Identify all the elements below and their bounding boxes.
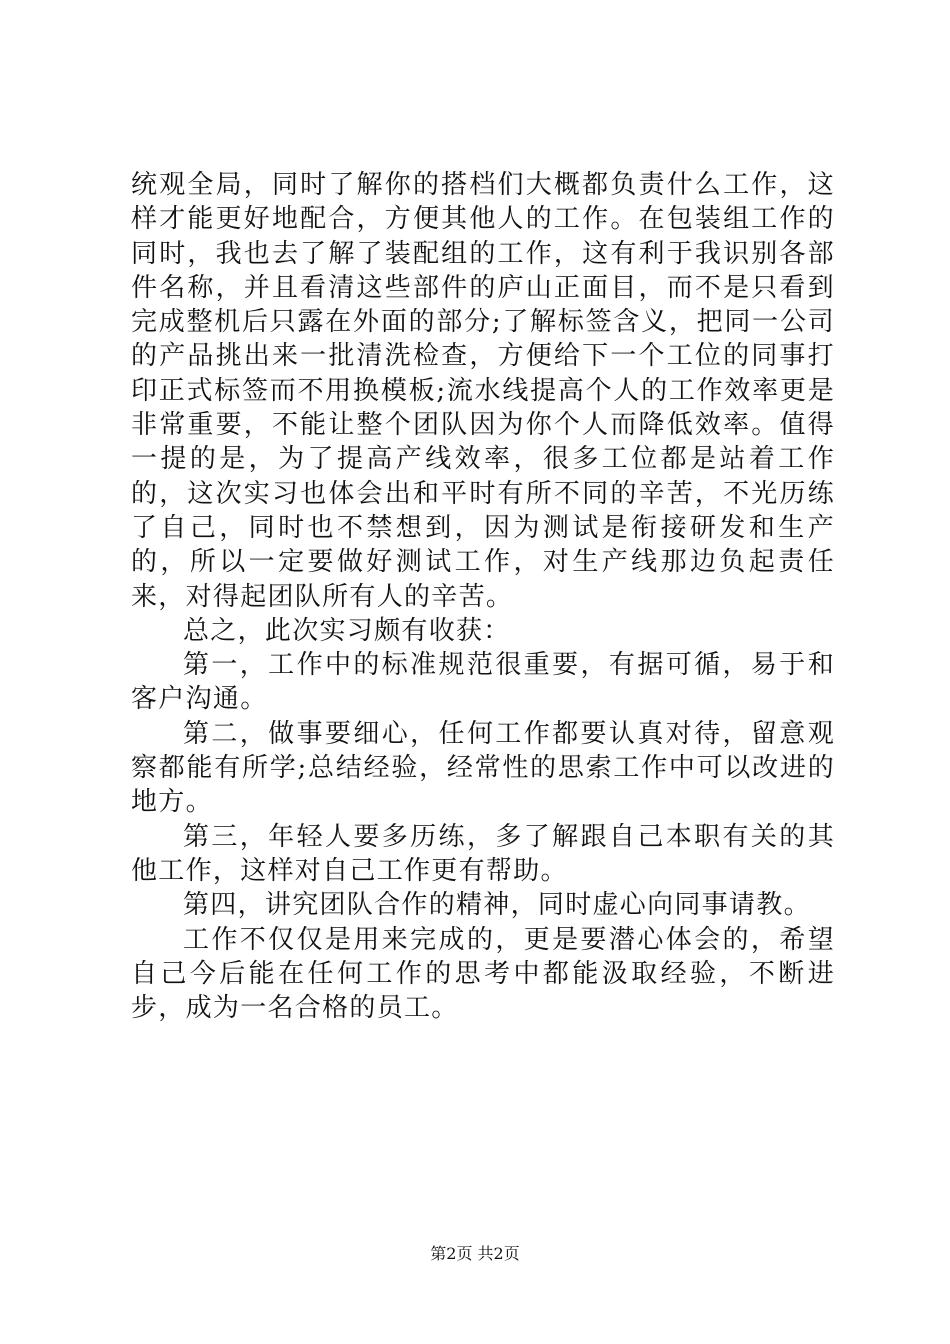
page-number-label: 第2页 共2页 [430,1244,520,1263]
paragraph-2: 总之，此次实习颇有收获： [183,615,511,646]
document-body [131,168,835,1025]
paragraph-5: 第三，年轻人要多历练，多了解跟自己本职有关的其他工作，这样对自己工作更有帮助。 [131,821,835,886]
paragraph-7: 工作不仅仅是用来完成的，更是要潜心体会的，希望自己今后能在任何工作的思考中都能汲取经验，不断进步，成为一名合格的员工。 [131,924,835,1024]
paragraph-1: 统观全局，同时了解你的搭档们大概都负责什么工作，这样才能更好地配合，方便其他人的工作。在包装组工作的同时，我也去了解了装配组的工作，这有利于我识别各部件名称，并且看清这些部件的庐山正面目，而不是只看到完成整机后只露在外面的部分;了解标签含义，把同一公司的产品挑出来一批清洗检查，方便给下一个工位的同事打印正式标签而不用换模板;流水线提高个人的工作效率更是非常重要，不能让整个团队因为你个人而降低效率。值得一提的是，为了提高产线效率，很多工位都是站着工作的，这次实习也体会出和平时有所不同的辛苦，不光历练了自己，同时也不禁想到，因为测试是衔接研发和生产的，所以一定要做好测试工作，对生产线那边负起责任来，对得起团队所有人的辛苦。 [131,170,835,612]
paragraph-3: 第一，工作中的标准规范很重要，有据可循，易于和客户沟通。 [131,650,835,715]
paragraph-6: 第四，讲究团队合作的精神，同时虚心向同事请教。 [183,890,811,921]
paragraph-4: 第二，做事要细心，任何工作都要认真对待，留意观察都能有所学;总结经验，经常性的思索工作中可以改进的地方。 [131,718,835,818]
page-footer [0,1244,950,1264]
